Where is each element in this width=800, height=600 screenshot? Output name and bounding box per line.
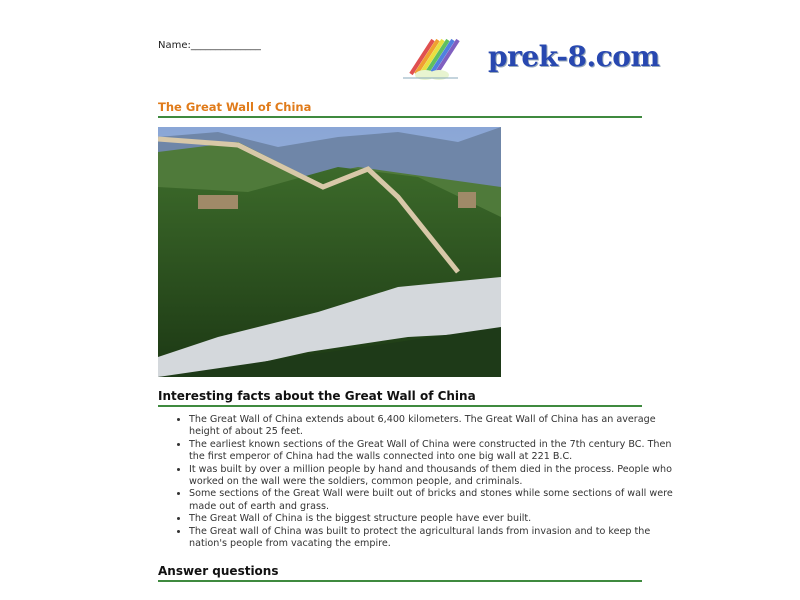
site-logo-text: prek-8.com <box>488 40 660 73</box>
facts-list <box>158 414 675 550</box>
answer-questions-heading: Answer questions <box>158 564 642 582</box>
list-item: • It was built by over a million people by hand and thousands of them died in the process. People who worked on the wall were the soldiers, common people, and criminals. <box>189 464 675 489</box>
list-item: • The earliest known sections of the Great Wall of China were constructed in the 7th century BC. Then the first emperor of China had the walls connected into one big wall at 221 B.C. <box>189 439 675 464</box>
list-item: • The Great Wall of China extends about 6,400 kilometers. The Great Wall of China has an average height of about 25 feet. <box>189 414 675 439</box>
facts-heading: Interesting facts about the Great Wall of China <box>158 389 642 407</box>
rainbow-logo-icon <box>403 38 463 80</box>
page-title: The Great Wall of China <box>158 100 642 118</box>
list-item: • Some sections of the Great Wall were built out of bricks and stones while some sections of wall were made out of earth and grass. <box>189 488 675 513</box>
list-item: • The Great Wall of China is the biggest structure people have ever built. <box>189 513 675 525</box>
list-item: • The Great wall of China was built to protect the agricultural lands from invasion and to keep the nation's people from vacating the empire. <box>189 526 675 551</box>
name-field-label: Name:______________ <box>158 40 261 51</box>
great-wall-photo <box>158 127 501 377</box>
